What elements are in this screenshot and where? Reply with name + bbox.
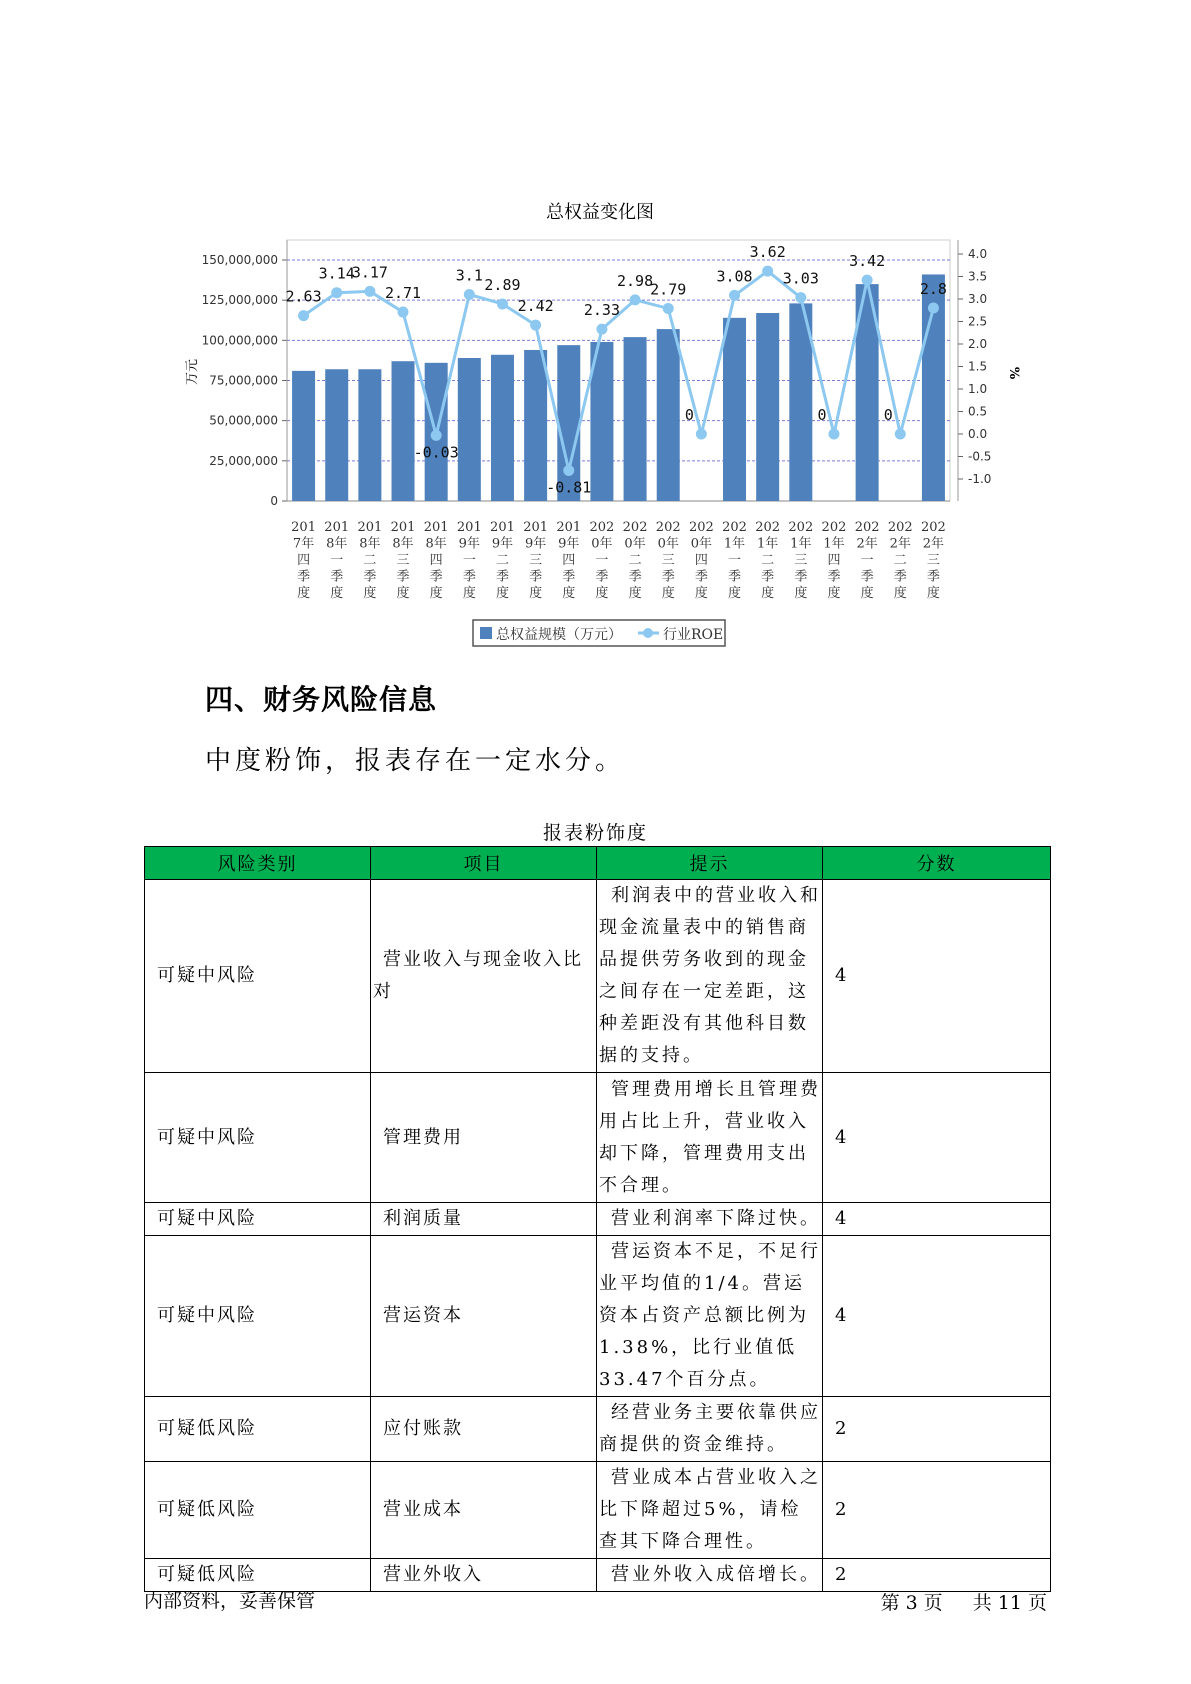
- table-header-row: [145, 847, 1051, 880]
- x-tick-label: 0年: [624, 536, 646, 552]
- header-score: 分数: [823, 847, 1051, 880]
- table-caption: 报表粉饰度: [542, 822, 648, 844]
- roe-point: [795, 292, 806, 303]
- x-tick-label: 一: [462, 553, 476, 568]
- x-tick-label: 9年: [524, 536, 547, 552]
- total-pages: 11: [997, 1592, 1022, 1614]
- category-cell: 可疑中风险: [145, 880, 371, 1073]
- x-tick-label: 季: [694, 569, 708, 585]
- roe-data-label: 3.1: [455, 266, 483, 285]
- right-tick-label: 2.0: [968, 337, 988, 351]
- x-tick-label: 8年: [392, 536, 414, 552]
- roe-data-label: -0.81: [546, 478, 592, 497]
- table-row: [145, 1462, 1051, 1559]
- section-heading: 四、财务风险信息: [205, 683, 438, 716]
- left-tick-label: 25,000,000: [209, 453, 278, 468]
- hint-cell-text: 经营业务主要依靠供应商提供的资金维持。: [599, 1402, 821, 1455]
- total-prefix: 共: [972, 1592, 992, 1614]
- x-tick-label: 0年: [690, 536, 713, 552]
- roe-data-label: -0.03: [413, 443, 459, 462]
- roe-data-label: 2.8: [919, 280, 947, 298]
- x-tick-label: 四: [694, 553, 708, 568]
- x-tick-label: 季: [860, 569, 874, 585]
- table-row: [145, 1203, 1051, 1236]
- x-tick-label: 季: [628, 569, 642, 585]
- item-cell-text: 利润质量: [383, 1208, 463, 1229]
- x-tick-label: 201: [556, 520, 582, 535]
- score-cell: 4: [823, 1203, 1051, 1236]
- roe-point: [596, 324, 607, 335]
- roe-point: [828, 429, 839, 440]
- x-tick-label: 2年: [856, 536, 878, 552]
- x-tick-label: 四: [562, 553, 576, 568]
- x-tick-label: 度: [396, 586, 410, 601]
- right-tick-label: 4.0: [968, 247, 988, 261]
- x-tick-label: 四: [429, 553, 443, 568]
- category-cell: 可疑中风险: [145, 1203, 371, 1236]
- roe-data-label: 2.63: [285, 287, 322, 306]
- hint-cell-text: 利润表中的营业收入和现金流量表中的销售商品提供劳务收到的现金之间存在一定差距，这种差距没有其他科目数据的支持。: [599, 885, 821, 1066]
- roe-point: [563, 465, 574, 476]
- right-tick-label: 1.0: [968, 382, 988, 396]
- roe-data-label: 3.17: [351, 263, 388, 282]
- bar: [657, 329, 680, 501]
- roe-point: [729, 290, 740, 301]
- roe-point: [364, 286, 375, 297]
- x-tick-label: 202: [854, 520, 880, 535]
- right-tick-label: 3.0: [968, 292, 988, 306]
- x-tick-label: 二: [495, 553, 509, 568]
- item-cell-text: 营运资本: [383, 1305, 463, 1326]
- x-tick-label: 度: [694, 586, 708, 601]
- x-tick-label: 1年: [757, 536, 779, 552]
- hint-cell: [597, 1397, 823, 1462]
- x-tick-label: 202: [821, 520, 847, 535]
- legend-line-marker: [643, 628, 653, 638]
- x-tick-label: 度: [562, 586, 576, 601]
- x-tick-label: 一: [595, 553, 609, 568]
- roe-point: [862, 275, 873, 286]
- category-cell: 可疑低风险: [145, 1462, 371, 1559]
- hint-cell: [597, 1559, 823, 1592]
- roe-point: [431, 430, 442, 441]
- x-tick-label: 四: [297, 553, 311, 568]
- roe-data-label: 2.98: [617, 271, 654, 290]
- x-tick-label: 度: [297, 586, 311, 601]
- x-tick-label: 季: [495, 569, 509, 585]
- right-tick-label: 2.5: [968, 314, 988, 329]
- roe-data-label: 2.71: [384, 284, 422, 303]
- roe-data-label: 0: [883, 406, 893, 424]
- table-row: [145, 1073, 1051, 1203]
- x-tick-label: 度: [495, 586, 509, 601]
- x-tick-label: 201: [357, 520, 383, 535]
- item-cell-text: 管理费用: [383, 1126, 463, 1148]
- right-tick-label: 0.5: [968, 404, 988, 419]
- bar: [723, 318, 746, 501]
- roe-point: [530, 320, 541, 331]
- roe-data-label: 3.14: [318, 264, 355, 283]
- hint-cell-text: 营业成本占营业收入之比下降超过5%，请检查其下降合理性。: [599, 1467, 821, 1552]
- roe-data-label: 3.08: [716, 267, 753, 286]
- roe-data-label: 2.79: [650, 280, 687, 299]
- score-cell: 2: [823, 1397, 1051, 1462]
- page-suffix: 页: [923, 1592, 943, 1614]
- x-tick-label: 度: [827, 586, 841, 601]
- x-tick-label: 季: [761, 569, 775, 585]
- risk-summary: 中度粉饰，报表存在一定水分。: [205, 746, 626, 776]
- x-tick-label: 8年: [359, 536, 381, 552]
- x-tick-label: 季: [827, 569, 841, 585]
- header-category: 风险类别: [145, 847, 371, 880]
- header-hint: 提示: [597, 847, 823, 880]
- bar: [756, 313, 779, 501]
- x-tick-label: 度: [462, 586, 476, 601]
- x-tick-label: 度: [661, 586, 675, 601]
- x-tick-label: 度: [330, 586, 344, 601]
- x-tick-label: 二: [363, 553, 377, 568]
- right-tick-label: 0.0: [968, 427, 988, 441]
- bar: [325, 369, 348, 501]
- x-tick-label: 季: [396, 569, 410, 585]
- category-cell: 可疑中风险: [145, 1073, 371, 1203]
- hint-cell: [597, 1462, 823, 1559]
- equity-chart: [0, 0, 1191, 650]
- item-cell: [371, 1203, 597, 1236]
- x-tick-label: 三: [396, 553, 410, 568]
- left-tick-label: 125,000,000: [201, 293, 278, 308]
- right-axis-title: %: [1006, 366, 1021, 380]
- x-tick-label: 四: [827, 553, 841, 568]
- item-cell: [371, 1073, 597, 1203]
- x-tick-label: 201: [291, 520, 316, 535]
- x-tick-label: 度: [926, 586, 940, 601]
- score-cell: 4: [823, 1073, 1051, 1203]
- table-row: [145, 1236, 1051, 1397]
- x-tick-label: 202: [655, 520, 681, 535]
- roe-point: [663, 303, 674, 314]
- x-tick-label: 季: [926, 569, 940, 585]
- x-tick-label: 201: [423, 520, 449, 535]
- x-tick-label: 度: [860, 586, 874, 601]
- right-tick-label: 3.5: [968, 269, 988, 284]
- risk-table: [144, 846, 1051, 1592]
- item-cell: [371, 1462, 597, 1559]
- page-prefix: 第: [880, 1592, 900, 1614]
- hint-cell: [597, 1236, 823, 1397]
- hint-cell-text: 营运资本不足，不足行业平均值的1/4。营运资本占资产总额比例为1.38%，比行业值低33.47个百分点。: [599, 1241, 821, 1390]
- item-cell: [371, 1559, 597, 1592]
- item-cell: [371, 1397, 597, 1462]
- left-tick-label: 0: [270, 494, 278, 508]
- x-tick-label: 202: [887, 520, 913, 535]
- total-suffix: 页: [1027, 1592, 1047, 1614]
- risk-table-body: [145, 880, 1051, 1592]
- roe-point: [762, 266, 773, 277]
- x-tick-label: 1年: [823, 536, 845, 552]
- right-tick-label: 1.5: [968, 359, 988, 374]
- x-tick-label: 度: [728, 586, 742, 601]
- x-tick-label: 季: [297, 569, 311, 585]
- score-cell: 4: [823, 880, 1051, 1073]
- x-tick-label: 二: [761, 553, 775, 568]
- item-cell-text: 应付账款: [383, 1418, 463, 1439]
- bar: [524, 350, 547, 501]
- roe-data-label: 0: [817, 406, 827, 424]
- left-tick-label: 75,000,000: [209, 373, 278, 388]
- x-tick-label: 2年: [889, 536, 911, 552]
- x-tick-label: 季: [363, 569, 377, 585]
- x-tick-label: 季: [661, 569, 675, 585]
- item-cell-text: 营业收入与现金收入比对: [373, 949, 583, 1002]
- bar: [358, 369, 381, 501]
- right-tick-label: -1.0: [968, 472, 992, 486]
- x-tick-label: 8年: [425, 536, 447, 552]
- x-tick-label: 201: [456, 520, 482, 535]
- x-tick-label: 度: [628, 586, 642, 601]
- legend-bar-swatch: [480, 627, 492, 639]
- x-tick-label: 季: [893, 569, 907, 585]
- score-cell: 2: [823, 1559, 1051, 1592]
- item-cell: [371, 880, 597, 1073]
- x-tick-label: 202: [589, 520, 615, 535]
- roe-data-label: 2.89: [484, 275, 521, 294]
- item-cell: [371, 1236, 597, 1397]
- x-tick-label: 0年: [657, 536, 679, 552]
- category-cell: 可疑低风险: [145, 1397, 371, 1462]
- x-tick-label: 一: [728, 553, 742, 568]
- roe-point: [497, 298, 508, 309]
- roe-data-label: 0: [684, 406, 694, 424]
- page-number: 3: [905, 1592, 918, 1614]
- left-tick-label: 100,000,000: [201, 333, 278, 348]
- legend-bar-label: 总权益规模（万元）: [496, 627, 622, 643]
- x-tick-label: 9年: [491, 536, 514, 552]
- score-cell: 2: [823, 1462, 1051, 1559]
- x-tick-label: 9年: [458, 536, 480, 552]
- x-tick-label: 季: [794, 569, 808, 585]
- x-tick-label: 季: [429, 569, 443, 585]
- x-tick-label: 三: [661, 553, 675, 568]
- x-tick-label: 季: [462, 569, 476, 585]
- roe-point: [630, 294, 641, 305]
- x-tick-label: 201: [390, 520, 416, 535]
- left-axis-title: 万元: [185, 358, 200, 386]
- page-indicator: [878, 1588, 1050, 1615]
- x-tick-label: 三: [794, 553, 808, 568]
- x-tick-label: 一: [860, 553, 874, 568]
- x-tick-label: 201: [324, 520, 350, 535]
- roe-point: [464, 289, 475, 300]
- x-tick-label: 度: [363, 586, 377, 601]
- bar: [292, 371, 315, 501]
- x-tick-label: 度: [761, 586, 775, 601]
- x-tick-label: 季: [529, 569, 543, 585]
- x-tick-label: 度: [595, 586, 609, 601]
- roe-point: [331, 287, 342, 298]
- x-tick-label: 季: [330, 569, 344, 585]
- x-tick-label: 二: [893, 553, 907, 568]
- roe-data-label: 2.42: [517, 297, 554, 316]
- x-tick-label: 度: [529, 586, 543, 601]
- roe-point: [398, 307, 409, 318]
- x-tick-label: 202: [622, 520, 648, 535]
- roe-point: [696, 429, 707, 440]
- x-tick-label: 202: [688, 520, 714, 535]
- x-tick-label: 201: [490, 520, 515, 535]
- category-cell: 可疑中风险: [145, 1236, 371, 1397]
- x-tick-label: 202: [722, 520, 747, 535]
- category-cell: 可疑低风险: [145, 1559, 371, 1592]
- hint-cell: [597, 880, 823, 1073]
- roe-point: [298, 310, 309, 321]
- hint-cell: [597, 1203, 823, 1236]
- x-tick-label: 202: [788, 520, 814, 535]
- x-tick-label: 度: [429, 586, 443, 601]
- x-tick-label: 201: [523, 520, 549, 535]
- hint-cell-text: 管理费用增长且管理费用占比上升，营业收入却下降，管理费用支出不合理。: [599, 1078, 821, 1196]
- roe-data-label: 3.42: [849, 252, 886, 271]
- x-tick-label: 季: [728, 569, 742, 585]
- roe-data-label: 3.62: [749, 243, 786, 262]
- bar: [392, 361, 415, 501]
- roe-point: [928, 303, 939, 314]
- x-tick-label: 8年: [326, 536, 348, 552]
- chart-title: 总权益变化图: [546, 202, 654, 223]
- left-tick-label: 150,000,000: [201, 253, 278, 267]
- x-tick-label: 2年: [922, 536, 945, 552]
- left-tick-label: 50,000,000: [209, 413, 278, 428]
- x-tick-label: 一: [330, 553, 344, 568]
- roe-point: [895, 429, 906, 440]
- x-tick-label: 三: [529, 553, 543, 568]
- hint-cell-text: 营业利润率下降过快。: [611, 1208, 821, 1229]
- table-row: [145, 1397, 1051, 1462]
- x-tick-label: 0年: [591, 536, 613, 552]
- x-tick-label: 度: [794, 586, 808, 601]
- footer-note: 内部资料，妥善保管: [144, 1590, 316, 1612]
- bar: [491, 355, 514, 501]
- right-tick-label: -0.5: [968, 449, 992, 464]
- item-cell-text: 营业外收入: [383, 1564, 483, 1585]
- x-tick-label: 三: [926, 553, 940, 568]
- roe-data-label: 2.33: [583, 301, 620, 320]
- x-tick-label: 202: [921, 520, 946, 535]
- x-tick-label: 1年: [790, 536, 812, 552]
- x-tick-label: 9年: [558, 536, 580, 552]
- legend-line-label: 行业ROE: [663, 627, 724, 643]
- x-tick-label: 度: [893, 586, 907, 601]
- hint-cell: [597, 1073, 823, 1203]
- x-tick-label: 202: [755, 520, 781, 535]
- hint-cell-text: 营业外收入成倍增长。: [611, 1564, 821, 1585]
- score-cell: 4: [823, 1236, 1051, 1397]
- x-tick-label: 季: [562, 569, 576, 585]
- x-tick-label: 季: [595, 569, 609, 585]
- bar: [624, 337, 647, 501]
- x-tick-label: 1年: [723, 536, 746, 552]
- x-tick-label: 二: [628, 553, 642, 568]
- bar: [458, 358, 481, 501]
- table-row: [145, 880, 1051, 1073]
- item-cell-text: 营业成本: [383, 1499, 463, 1520]
- roe-data-label: 3.03: [782, 269, 819, 288]
- header-item: 项目: [371, 847, 597, 880]
- x-tick-label: 7年: [292, 536, 315, 552]
